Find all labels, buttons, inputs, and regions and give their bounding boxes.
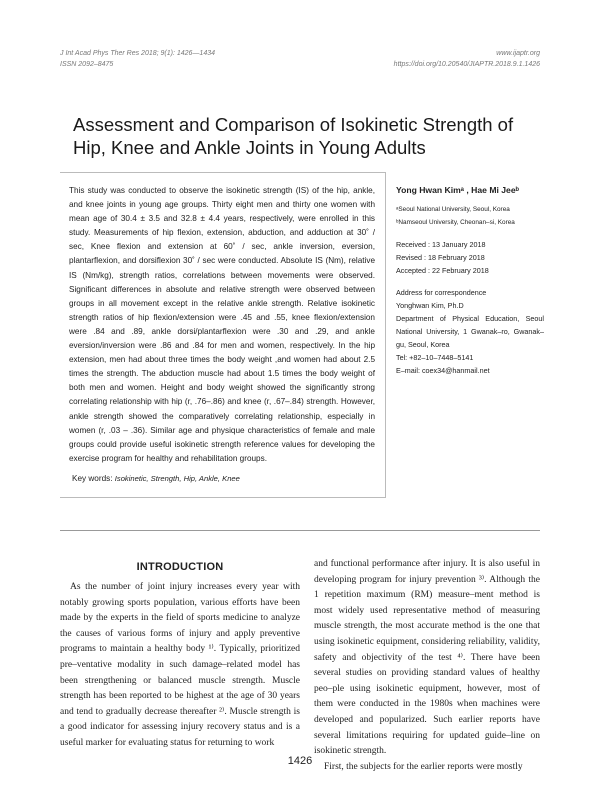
- received-date: Received : 13 January 2018: [396, 240, 486, 249]
- affiliation-b: ᵇNamseoul University, Cheonan–si, Korea: [396, 219, 515, 226]
- revised-date: Revised : 18 February 2018: [396, 253, 485, 262]
- journal-url[interactable]: www.ijaptr.org: [496, 50, 540, 57]
- page-number: 1426: [287, 755, 313, 767]
- intro-right-paragraph-2: First, the subjects for the earlier reports were mostly: [324, 761, 523, 772]
- intro-right-paragraph-1: and functional performance after injury. It is also useful in developing program for injury prevention ³⁾. Although the 1 repetition maximum (RM) measure–ment method is most widely used representative method of measuring muscle strength, the most accurate method is the one that using isokinetic equipment, considering reliability, validity, safety and objectivity of the test ⁴⁾. There have been several studies on providing standard values of healthy peo–ple using isokinetic equipment, however, most of them were conducted in the 1980s when machines were developed and popularized. Such earlier reports have several limitations requiring for updated guide–line on isokinetic strength.: [314, 559, 540, 757]
- correspondence-name: Yonghwan Kim, Ph.D: [396, 301, 464, 310]
- intro-left-column: As the number of joint injury increases every year with notably growing sports population, various efforts have been made by the experts in the field of sports medicine to analyze the causes of various forms of injury and apply preventive programs to maintain a healthy body ¹⁾. Typically, prioritized pre–ventative modality in such damage–related model has been strengthening or balanced muscle strength. Muscle strength has been reported to be highest at the age of 30 years and tend to gradually decrease thereafter ²⁾. Muscle strength is a good indicator for assessing injury recovery status and is a useful marker for evaluating status for returning to work: [60, 582, 300, 748]
- intro-right-column: [314, 557, 540, 775]
- article-info-sidebar: [396, 184, 544, 377]
- journal-citation: J Int Acad Phys Ther Res 2018; 9(1): 1426—1434: [60, 50, 215, 57]
- correspondence-title: Address for correspondence: [396, 288, 487, 297]
- section-heading-introduction: INTRODUCTION: [136, 561, 224, 573]
- affiliation-a: ᵃSeoul National University, Seoul, Korea: [396, 206, 510, 213]
- keywords-value: Isokinetic, Strength, Hip, Ankle, Knee: [114, 474, 240, 483]
- abstract-text: This study was conducted to observe the isokinetic strength (IS) of the hip, ankle, and knee joints in young age groups. Thirty eight men and thirty one women with mean age of 30.4 ± 3.5 and 32.8 ± 4.4 years, respectively, were enrolled in this study. Measurements of hip flexion, extension, abduction, and adduction at 30˚ / sec, Knee flexion and extension at 60˚ / sec, ankle inversion, eversion, plantarflexion, and dorsiflexion 30˚ / sec were conducted. Absolute IS (Nm), relative IS (Nm/kg), strength ratios, correlations between movements were observed. Significant differences in absolute and relative strength were observed between groups in all movement except in the relative ankle strength. Relative isokinetic strength ratios of hip flexion/extension were .45 and .55, knee flexion/extension were .84 and .89, ankle dorsi/plantarflexion were .30 and .29, and ankle eversion/inversion were .86 and .84 for men and women, respectively. In the hip extension, men had about three times the body weight ,and women had about 2.5 times the strength. The abduction muscle had about 1.5 times the body weight of both men and women. Height and body weight showed the significantly strong correlating relationship with hip (r, .76–.86) and knee (r, .67–.84) strength. However, ankle strength showed the comparatively correlating relationship, especially in women (r, .03 – .36). Similar age and physique characteristics of female and male groups could provide useful isokinetic strength reference values for developing the exercise program for healthy and rehabilitation groups.: [69, 186, 375, 463]
- keywords-label: Key words:: [72, 474, 113, 483]
- running-header-right: [394, 48, 540, 70]
- keywords: [72, 474, 240, 483]
- correspondence-email[interactable]: E–mail: coex34@hanmail.net: [396, 366, 490, 375]
- paper-title: Assessment and Comparison of Isokinetic Strength of Hip, Knee and Ankle Joints in Young Adults: [73, 114, 514, 158]
- correspondence-address: Department of Physical Education, Seoul National University, 1 Gwanak–ro, Gwanak–gu, Seoul, Korea: [396, 314, 544, 349]
- issn: ISSN 2092–8475: [60, 61, 114, 68]
- doi-link[interactable]: https://doi.org/10.20540/JIAPTR.2018.9.1.1426: [393, 61, 540, 68]
- running-header-left: [60, 48, 215, 70]
- section-divider: [60, 530, 540, 531]
- correspondence-tel: Tel: +82–10–7448–5141: [396, 353, 474, 362]
- accepted-date: Accepted : 22 February 2018: [396, 266, 489, 275]
- authors: Yong Hwan Kimᵃ , Hae Mi Jeeᵇ: [396, 185, 519, 195]
